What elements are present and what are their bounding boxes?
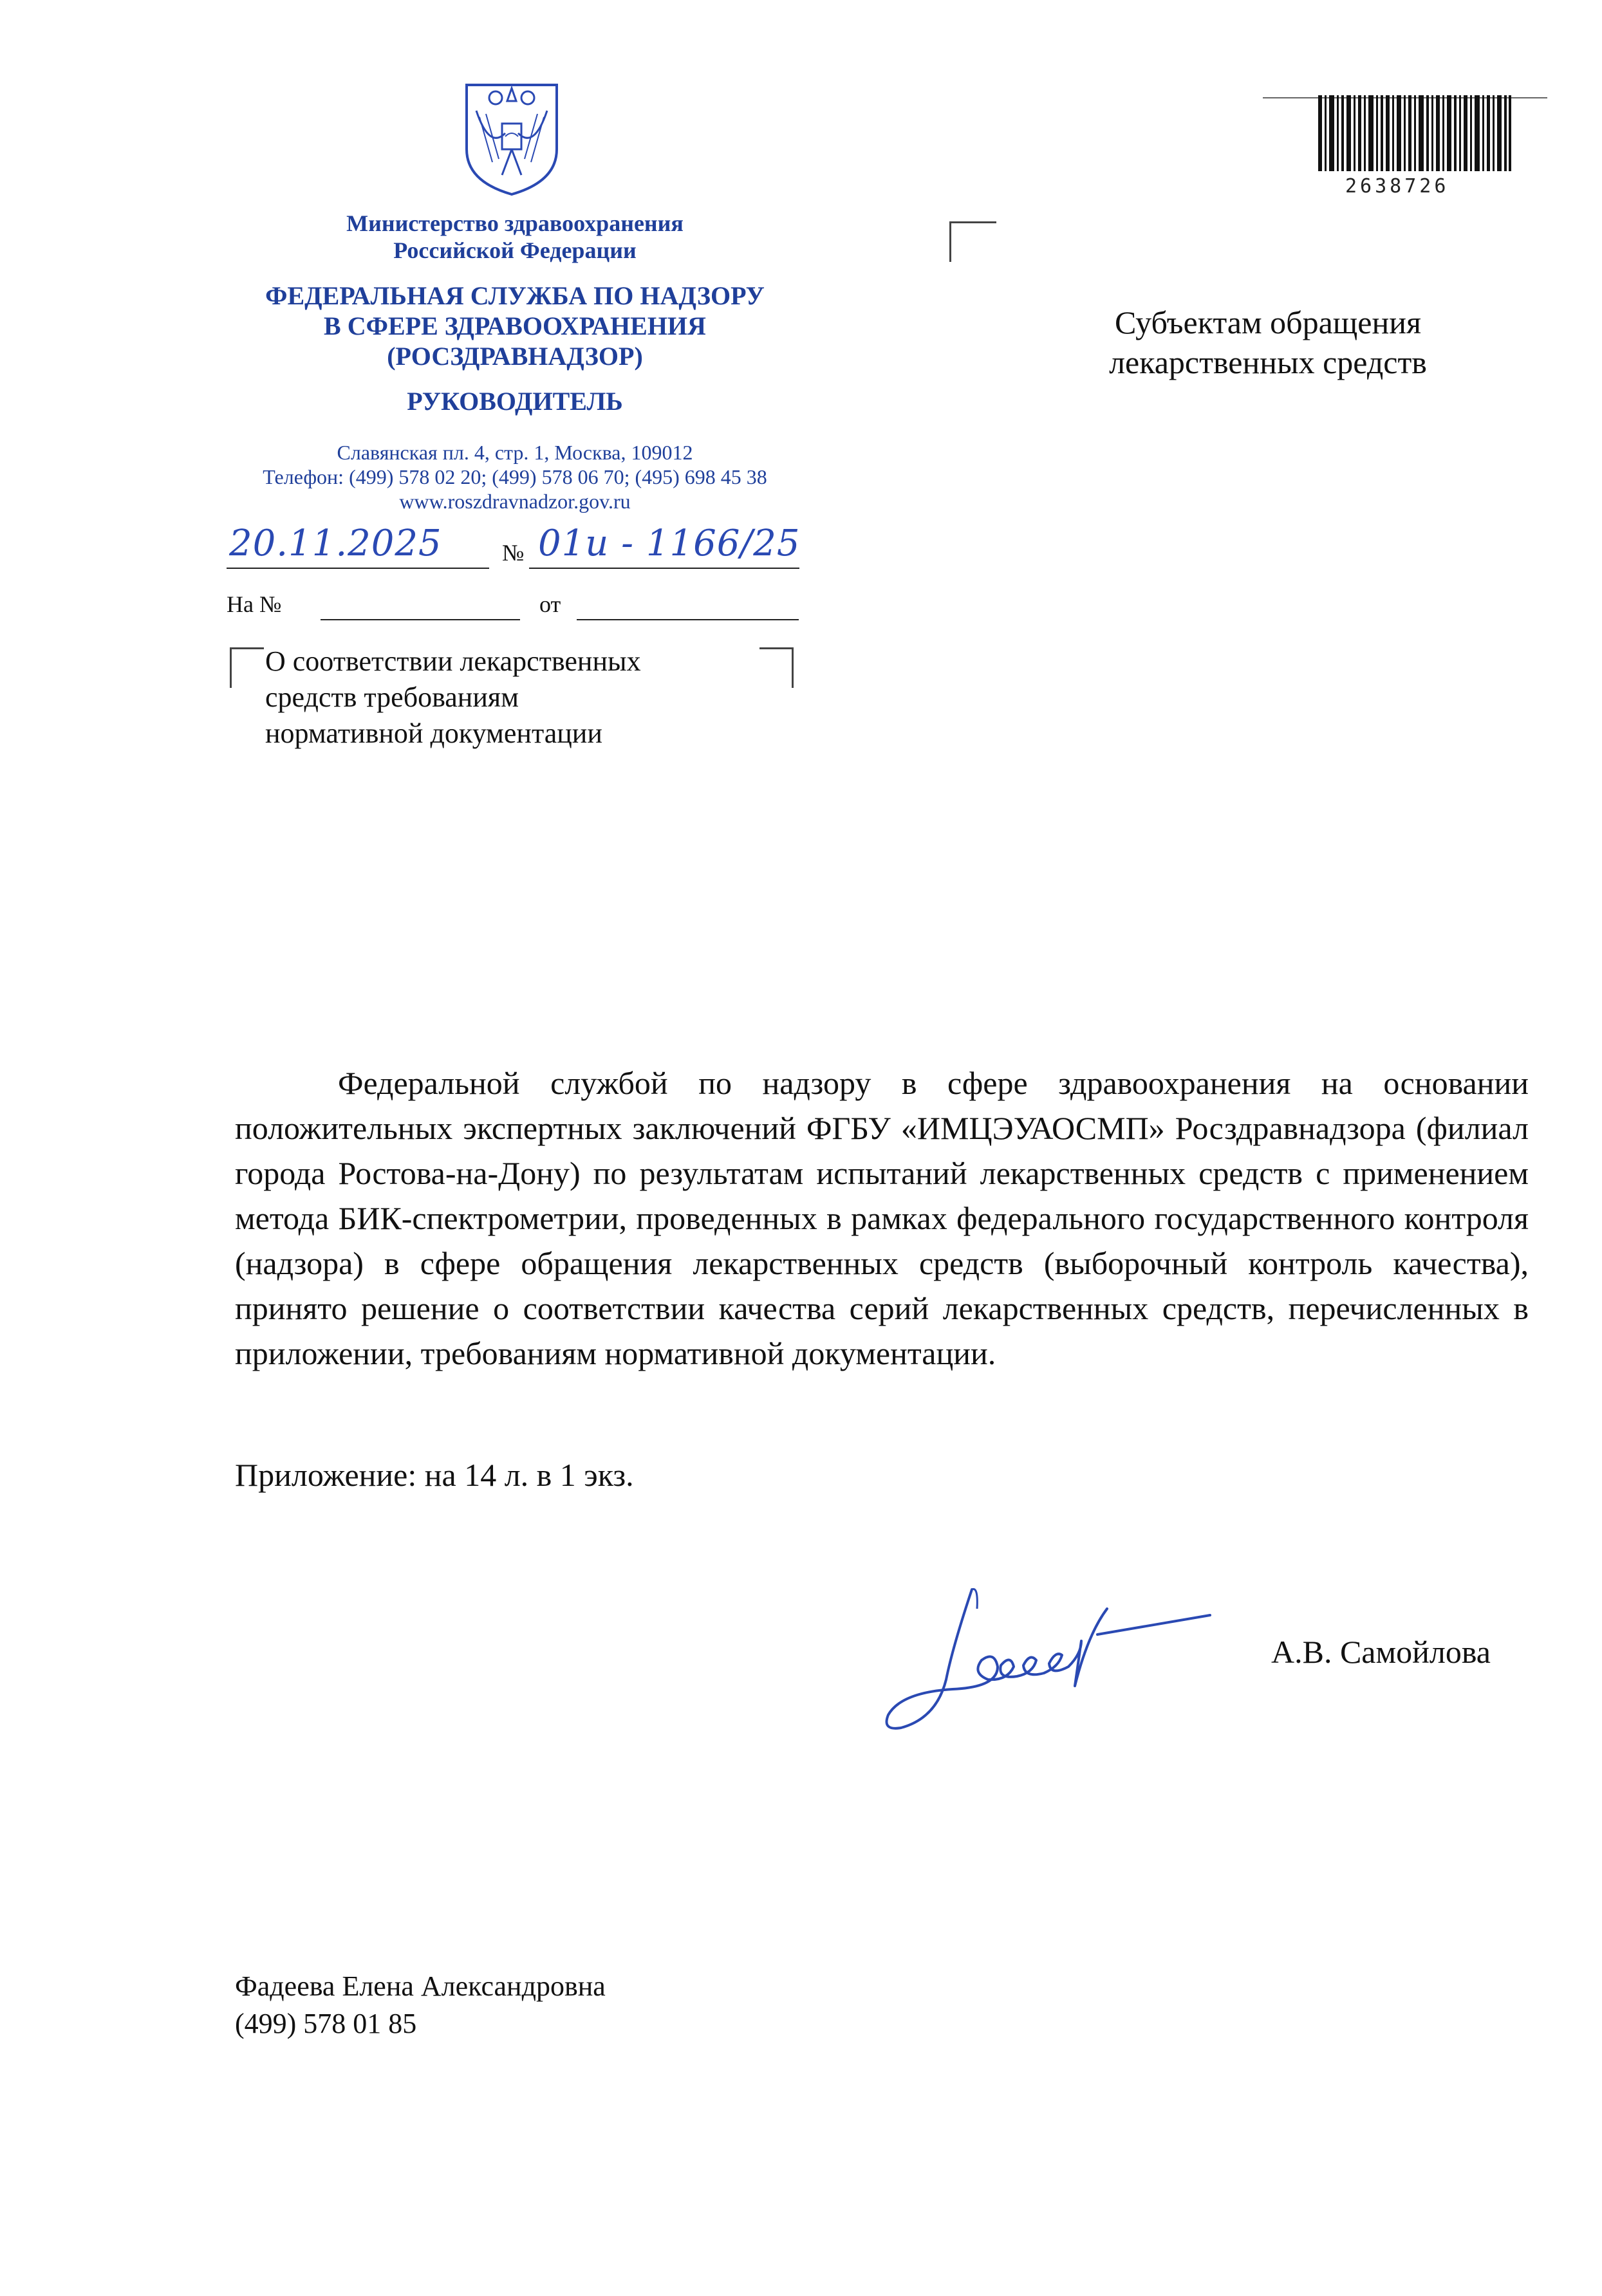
contact-block: [193, 440, 837, 514]
reply-number-line: [321, 619, 520, 620]
executor-block: [235, 1968, 606, 2042]
registration-date: 20.11.2025: [229, 523, 442, 564]
phones: Телефон: (499) 578 02 20; (499) 578 06 70; (495) 698 45 38: [263, 465, 767, 488]
signer-name: А.В. Самойлова: [1271, 1634, 1491, 1670]
reply-from-label: от: [539, 591, 561, 617]
executor-name: Фадеева Елена Александровна: [235, 1970, 606, 2002]
coat-of-arms-icon: [457, 72, 566, 198]
executor-phone: (499) 578 01 85: [235, 2008, 417, 2039]
body-paragraph: Федеральной службой по надзору в сфере здравоохранения на основании положительных экспертных заключений ФГБУ «ИМЦЭУАОСМП» Росздравнадзора (филиал города Ростова-на-Дону) по результатам испытаний лекарственных средств с применением метода БИК-спектрометрии, проведенных в рамках федерального государственного контроля (надзора) в сфере обращения лекарственных средств (выборочный контроль качества), принято решение о соответствии качества серий лекарственных средств, перечисленных в приложении, требованиям нормативной документации.: [235, 1065, 1529, 1371]
barcode-icon: [1318, 95, 1511, 172]
reply-number-label: На №: [227, 591, 282, 617]
ministry-line-2: Российской Федерации: [393, 237, 637, 263]
recipient-block: [1056, 302, 1480, 382]
appendix-note: Приложение: на 14 л. в 1 экз.: [235, 1457, 634, 1493]
number-underline: [529, 568, 799, 569]
service-line-3: (РОСЗДРАВНАДЗОР): [387, 342, 643, 371]
recipient-line-2: лекарственных средств: [1109, 344, 1427, 380]
ministry-name: [193, 210, 837, 264]
ministry-line-1: Министерство здравоохранения: [346, 210, 684, 236]
subject-line-3: нормативной документации: [265, 718, 602, 749]
subject-line-2: средств требованиям: [265, 681, 519, 713]
date-underline: [227, 568, 489, 569]
head-title: РУКОВОДИТЕЛЬ: [407, 387, 623, 416]
service-line-1: ФЕДЕРАЛЬНАЯ СЛУЖБА ПО НАДЗОРУ: [265, 281, 765, 310]
reply-date-line: [577, 619, 799, 620]
subject-right-corner: [759, 647, 794, 688]
signature-icon: [875, 1570, 1274, 1750]
barcode-number: 2638726: [1345, 175, 1449, 198]
registration-number: 01и - 1166/25: [538, 523, 801, 564]
subject-left-corner: [230, 647, 264, 688]
service-line-2: В СФЕРЕ ЗДРАВООХРАНЕНИЯ: [324, 311, 706, 340]
website: www.roszdravnadzor.gov.ru: [399, 490, 631, 513]
recipient-corner-mark: [949, 221, 996, 262]
number-sign: №: [502, 540, 525, 566]
recipient-line-1: Субъектам обращения: [1115, 304, 1421, 340]
service-name: [193, 281, 837, 371]
subject-block: [265, 643, 641, 752]
address: Славянская пл. 4, стр. 1, Москва, 109012: [337, 441, 693, 464]
subject-line-1: О соответствии лекарственных: [265, 645, 641, 677]
